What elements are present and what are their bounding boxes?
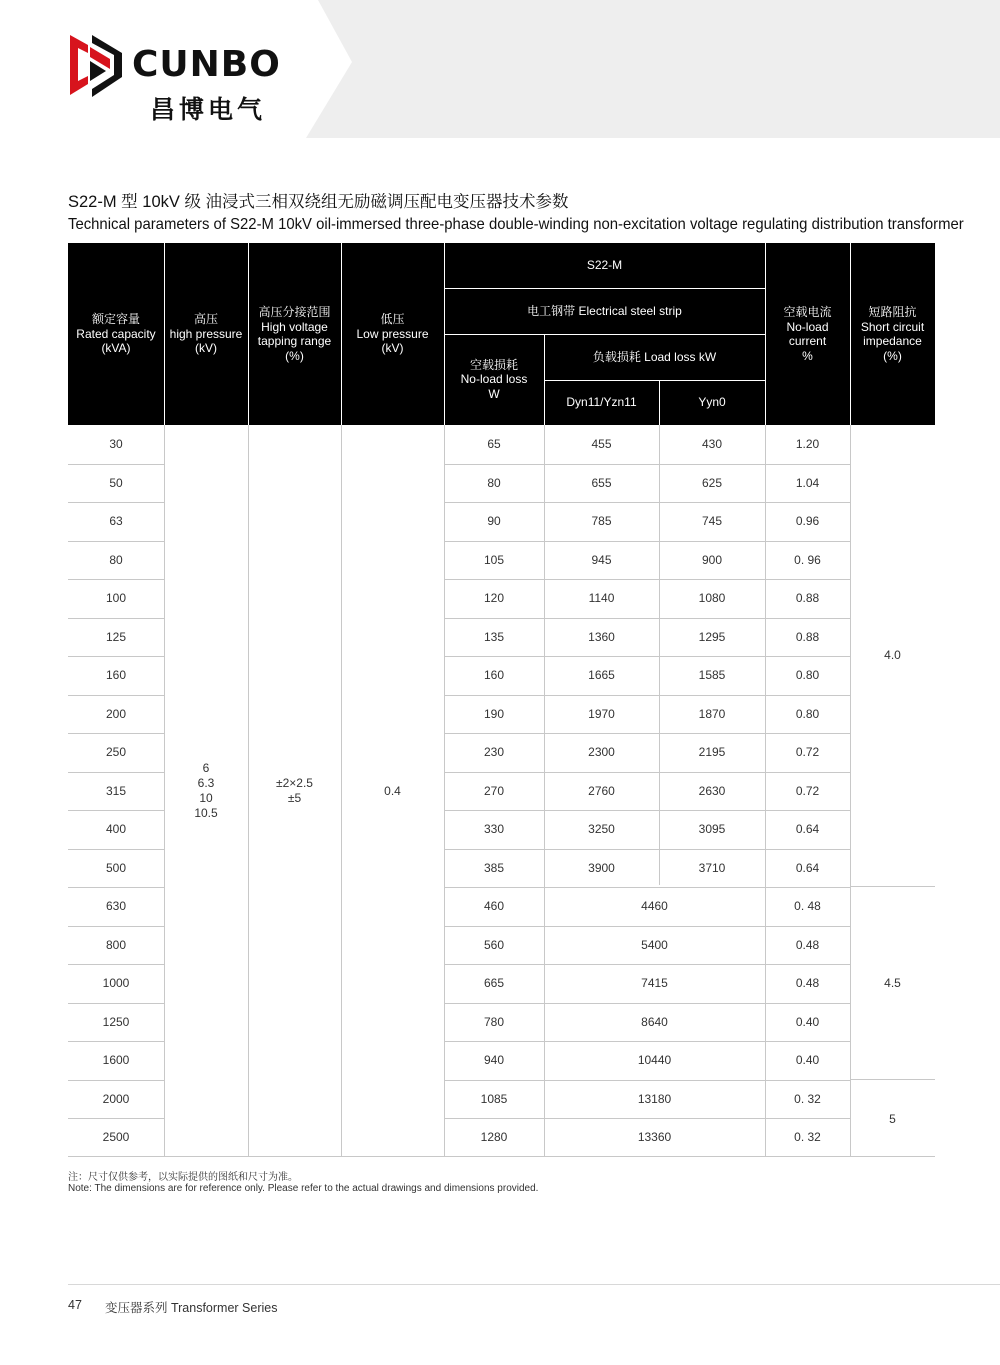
header-high-pressure: 高压 high pressure (kV) — [169, 312, 243, 356]
no-load-current-cell: 0.72 — [795, 783, 820, 798]
header-no-load-loss: 空载损耗 No-load loss W — [460, 357, 528, 401]
note-cn: 注：尺寸仅供参考，以实际提供的图纸和尺寸为准。 — [68, 1172, 298, 1183]
capacity-cell: 500 — [105, 860, 127, 875]
load-loss-cell: 8640 — [641, 1014, 668, 1029]
no-load-loss-cell: 230 — [483, 745, 505, 760]
header-yyn0: Yyn0 — [698, 395, 726, 410]
header-no-load-current: 空载电流 No-load current % — [783, 305, 832, 363]
load-loss-yyn-cell: 3710 — [698, 860, 726, 875]
capacity-cell: 2000 — [102, 1091, 130, 1106]
capacity-cell: 315 — [105, 783, 127, 798]
capacity-cell: 800 — [105, 937, 127, 952]
no-load-current-cell: 0.48 — [795, 937, 820, 952]
no-load-loss-cell: 1280 — [480, 1130, 508, 1145]
capacity-cell: 30 — [109, 437, 123, 452]
load-loss-dyn-cell: 455 — [591, 437, 612, 452]
capacity-cell: 80 — [109, 552, 123, 567]
load-loss-dyn-cell: 785 — [591, 514, 612, 529]
no-load-current-cell: 0.88 — [795, 629, 820, 644]
load-loss-dyn-cell: 945 — [591, 552, 612, 567]
no-load-loss-cell: 385 — [483, 860, 505, 875]
tapping-range-value: ±2×2.5 ±5 — [276, 776, 313, 805]
no-load-loss-cell: 1085 — [480, 1091, 508, 1106]
load-loss-yyn-cell: 900 — [701, 552, 723, 567]
no-load-current-cell: 0.40 — [795, 1053, 820, 1068]
load-loss-yyn-cell: 1585 — [698, 668, 726, 683]
brand-name: CUNBO — [132, 44, 281, 85]
capacity-cell: 50 — [109, 475, 123, 490]
capacity-cell: 200 — [105, 706, 127, 721]
load-loss-dyn-cell: 3250 — [588, 822, 615, 837]
load-loss-cell: 4460 — [641, 899, 668, 914]
capacity-cell: 2500 — [102, 1130, 130, 1145]
no-load-loss-cell: 65 — [487, 437, 501, 452]
no-load-current-cell: 0.80 — [795, 706, 820, 721]
no-load-loss-cell: 460 — [483, 899, 505, 914]
load-loss-yyn-cell: 1295 — [698, 629, 726, 644]
no-load-current-cell: 0.96 — [795, 514, 820, 529]
no-load-loss-cell: 330 — [483, 822, 505, 837]
capacity-cell: 63 — [109, 514, 123, 529]
load-loss-yyn-cell: 430 — [701, 437, 723, 452]
capacity-cell: 1600 — [102, 1053, 130, 1068]
no-load-loss-cell: 90 — [487, 514, 501, 529]
page-title-cn: S22-M 型 10kV 级 油浸式三相双绕组无励磁调压配电变压器技术参数 — [68, 193, 569, 211]
load-loss-cell: 13360 — [637, 1130, 672, 1145]
no-load-current-cell: 0.64 — [795, 860, 820, 875]
header-impedance: 短路阻抗 Short circuit impedance (%) — [860, 305, 925, 363]
header-dyn11: Dyn11/Yzn11 — [566, 395, 637, 410]
impedance-group-3: 5 — [889, 1111, 896, 1126]
load-loss-cell: 5400 — [641, 937, 668, 952]
no-load-current-cell: 0. 96 — [794, 552, 821, 567]
no-load-loss-cell: 940 — [483, 1053, 505, 1068]
load-loss-dyn-cell: 2760 — [588, 783, 615, 798]
high-pressure-value: 6 6.3 10 10.5 — [194, 761, 218, 820]
no-load-current-cell: 0.88 — [795, 591, 820, 606]
capacity-cell: 400 — [105, 822, 127, 837]
header-load-loss: 负载损耗 Load loss kW — [592, 349, 717, 364]
no-load-loss-cell: 270 — [483, 783, 505, 798]
low-pressure-value: 0.4 — [384, 784, 401, 798]
page-title-en: Technical parameters of S22-M 10kV oil-immersed three-phase double-winding non-excitation voltage regulating distribution transformer — [68, 216, 964, 233]
load-loss-yyn-cell: 745 — [701, 514, 723, 529]
load-loss-dyn-cell: 1970 — [588, 706, 615, 721]
load-loss-yyn-cell: 2630 — [698, 783, 726, 798]
capacity-cell: 1250 — [102, 1014, 130, 1029]
no-load-loss-cell: 105 — [483, 552, 505, 567]
no-load-current-cell: 0.40 — [795, 1014, 820, 1029]
footer-divider — [68, 1284, 1000, 1285]
no-load-loss-cell: 780 — [483, 1014, 505, 1029]
load-loss-cell: 10440 — [637, 1053, 672, 1068]
no-load-current-cell: 1.20 — [795, 437, 820, 452]
load-loss-yyn-cell: 3095 — [698, 822, 726, 837]
no-load-loss-cell: 560 — [483, 937, 505, 952]
note-en: Note: The dimensions are for reference only. Please refer to the actual drawings and dimensions provided. — [68, 1183, 539, 1194]
load-loss-cell: 7415 — [641, 976, 668, 991]
series-label: 变压器系列 Transformer Series — [105, 1301, 278, 1315]
capacity-cell: 630 — [105, 899, 127, 914]
load-loss-dyn-cell: 2300 — [588, 745, 615, 760]
capacity-cell: 250 — [105, 745, 127, 760]
brand-name-cn: 昌博电气 — [150, 95, 267, 124]
header-steel-strip: 电工钢带 Electrical steel strip — [527, 303, 682, 318]
no-load-current-cell: 0. 48 — [794, 899, 821, 914]
capacity-cell: 125 — [105, 629, 127, 644]
load-loss-dyn-cell: 655 — [591, 475, 612, 490]
no-load-loss-cell: 665 — [483, 976, 505, 991]
no-load-current-cell: 0.48 — [795, 976, 820, 991]
load-loss-yyn-cell: 625 — [701, 475, 723, 490]
no-load-loss-cell: 190 — [483, 706, 505, 721]
load-loss-dyn-cell: 1140 — [588, 591, 615, 606]
no-load-loss-cell: 120 — [483, 591, 505, 606]
capacity-cell: 100 — [105, 591, 127, 606]
no-load-current-cell: 0.72 — [795, 745, 820, 760]
load-loss-yyn-cell: 1080 — [698, 591, 726, 606]
load-loss-dyn-cell: 1665 — [588, 668, 615, 683]
header-tapping-range: 高压分接范围 High voltage tapping range (%) — [257, 305, 332, 363]
page-number: 47 — [68, 1298, 82, 1312]
impedance-group-2: 4.5 — [884, 975, 901, 990]
load-loss-dyn-cell: 1360 — [588, 629, 615, 644]
header-low-pressure: 低压 Low pressure (kV) — [356, 312, 429, 356]
impedance-group-1: 4.0 — [884, 648, 901, 662]
load-loss-dyn-cell: 3900 — [588, 860, 615, 875]
no-load-loss-cell: 135 — [483, 629, 505, 644]
load-loss-cell: 13180 — [637, 1091, 672, 1106]
no-load-loss-cell: 80 — [487, 475, 501, 490]
no-load-loss-cell: 160 — [483, 668, 505, 683]
capacity-cell: 160 — [105, 668, 127, 683]
no-load-current-cell: 0.64 — [795, 822, 820, 837]
no-load-current-cell: 0. 32 — [794, 1130, 821, 1145]
cunbo-logo-icon — [66, 31, 126, 101]
parameters-table — [68, 243, 935, 1158]
no-load-current-cell: 0.80 — [795, 668, 820, 683]
no-load-current-cell: 0. 32 — [794, 1091, 821, 1106]
capacity-cell: 1000 — [102, 976, 130, 991]
no-load-current-cell: 1.04 — [795, 475, 820, 490]
header-model: S22-M — [586, 258, 623, 273]
load-loss-yyn-cell: 2195 — [698, 745, 726, 760]
load-loss-yyn-cell: 1870 — [698, 706, 726, 721]
header-rated-capacity: 额定容量 Rated capacity (kVA) — [76, 312, 156, 356]
